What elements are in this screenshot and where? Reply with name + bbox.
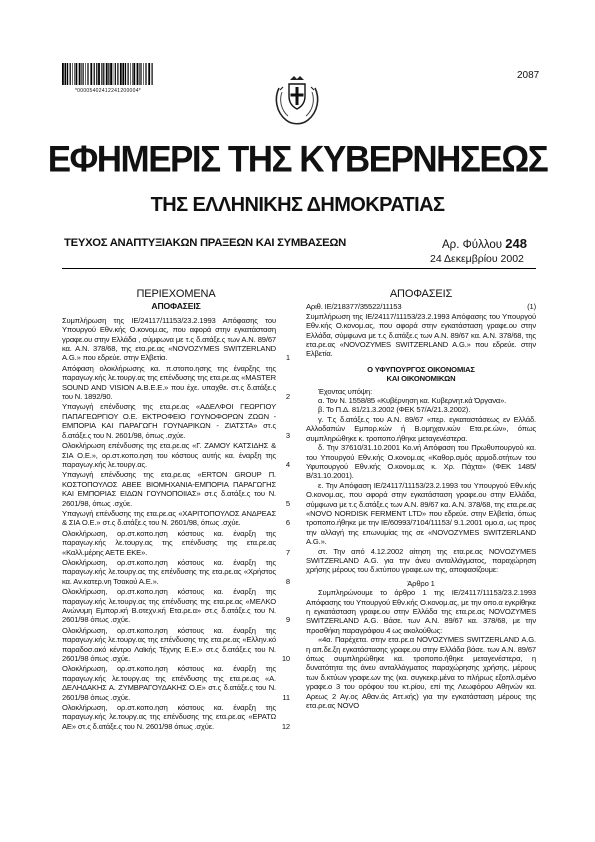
contents-entry [62, 402, 290, 440]
contents-entry [62, 364, 290, 402]
contents-entry-text: Ολοκλήρωση, ορ.στ.κοπο.ηση κόστους κα. έναρξη της παραγωγ.κής λε.τουργ.ας της επένδυσης της ετα.ρε.ας «Α. ΔΕΛΗΔΑΚΗΣ Α. ΖΥΜΒΡΑΓΟΥΔΑΚΗΣ Ο.Ε» στ.ς δ.ατάξε.ς του Ν. 2601/98 όπως .σχύε. [62, 664, 276, 702]
contents-list [62, 316, 290, 731]
contents-entry-text: Ολοκλήρωση, ορ.στ.κοπο.ηση κόστους κα. έναρξη της παραγωγ.κής λε.τουργ.ας της επένδυσης της ετα.ρε.ας «Καλλ.μέρης ΑΕΤΕ ΕΚΕ». [62, 528, 276, 557]
contents-entry [62, 664, 290, 702]
contents-entry-page: 6 [285, 518, 290, 528]
reference-number: Αριθ. ΙΕ/218377/35522/11153 [306, 302, 402, 312]
contents-entry [62, 441, 290, 469]
contents-entry-text: Συμπλήρωση της ΙΕ/24117/11153/23.2.1993 Απόφασης του Υπουργού Εθν.κής Ο.κονομ.ας, που αφορά στην εγκατάσταση γραφε.ου στην Ελλάδα , σύμφωνα με τ.ς δ.ατάξε.ς των Α.Ν. 89/67 κα. Α.Ν. 378/68, της ετα.ρε.ας «NOVOZYMES SWITZERLAND A.G.» που εδρεύε. στην Ελβετία. [62, 315, 276, 363]
contents-column [62, 290, 290, 732]
ministry-title-line-2: ΚΑΙ ΟΙΚΟΝΟΜΙΚΩΝ [386, 374, 456, 384]
contents-entry-text: Ολοκλήρωση επένδυσης της ετα.ρε.ας «Γ. ΖΑΜΟΥ ΚΑΤΣΙΔΗΣ & ΣΙΑ Ο.Ε.», ορ.στ.κοπο.ηση του κόστους αυτής κα. έναρξη της παραγωγ.κής λε.τουργ.ας. [62, 441, 276, 469]
contents-entry-text: Απόφαση ολοκλήρωσης κα. π.στοπο.ησης της έναρξης της παραγωγ.κής λε.τουργ.ας της επένδυσης της ετα.ρε.ας «MASTER SOUND AND VISION A.B.E.E.» που έχε. υπαχθε. στ.ς δ.ατάξε.ς του Ν. 1892/90. [62, 363, 276, 402]
contents-heading: ΠΕΡΙΕΧΟΜΕΝΑ [136, 288, 216, 300]
header-divider [62, 268, 536, 269]
ministry-title-line-1: Ο ΥΦΥΠΟΥΡΓΟΣ ΟΙΚΟΝΟΜΙΑΣ [367, 364, 475, 374]
decision-summary: Συμπλήρωση της ΙΕ/24117/11153/23.2.1993 Απόφασης του Υπουργού Εθν.κής Ο.κονομ.ας, που αφορά στην εγκατάσταση γραφε.ου στην Ελλάδα, σύμφωνα με τ.ς δ.ατάξε.ς των Α.Ν. 89/67 κα. Α.Ν. 378/68, της ετα.ρε.ας «NOVOZYMES SWITZERLAND A.G.» που εδρεύε. στην Ελβετία. [306, 311, 536, 359]
contents-entry-page: 2 [285, 392, 290, 402]
contents-entry-text: Ολοκλήρωση, ορ.στ.κοπο.ηση κόστους κα. έναρξη της παραγωγ.κής λε.τουργ.ας της επένδυσης της ετα.ρε.ας «ΕΡΑΤΩ ΑΕ» στ.ς δ.ατάξε.ς του Ν. 2601/98 όπως .σχύε. [62, 703, 276, 731]
contents-entry [62, 626, 290, 664]
contents-entry-text: Υπαγωγή επένδυσης της ετα.ρε.ας «ΑΔΕΛΦΟΙ ΓΕΩΡΓΙΟΥ ΠΑΠΑΓΕΩΡΓΙΟΥ Ο.Ε. ΕΚΤΡΟΦΕΙΟ ΓΟΥΝΟΦΟΡΩΝ ΖΩΩΝ - ΕΜΠΟΡΙΑ ΚΑΙ ΠΑΡΑΓΩΓΗ ΓΟΥΝΑΡΙΚΩΝ - ΖΙΑΤΣΤΑ» στ.ς δ.ατάξε.ς του Ν. 2601/98, όπως .σχύε. [62, 402, 276, 440]
contents-entry-page: 1 [285, 353, 290, 363]
contents-entry [62, 316, 290, 363]
contents-entry-page: 12 [281, 721, 290, 731]
decisions-heading: ΑΠΟΦΑΣΕΙΣ [389, 288, 453, 300]
contents-entry-page: 7 [285, 547, 290, 557]
contents-entry-text: Ολοκλήρωση, ορ.στ.κοπο.ηση κόστους κα. έναρξη της παραγωγ.κής λε.τουργ.ας της επένδυσης της ετα.ρε.ας «Ελλην.κό παραδοσ.ακό κέντρο Λαϊκής Τέχνης Ε.Ε.» στ.ς δ.ατάξε.ς του Ν. 2601/98 όπως .σχύε. [62, 625, 276, 664]
contents-entry-page: 3 [285, 430, 290, 440]
contents-entry-page: 8 [285, 576, 290, 586]
contents-entry-text: Ολοκλήρωση, ορ.στ.κοπο.ηση κόστους κα. έναρξη της παραγωγ.κής λε.τουργ.ας της επένδυσης της ετα.ρε.ας «ΜΕΛΚΟ Ανώνυμη Εμπορ.κή Β.οτεχν.κή Ετα.ρε.α» στ.ς δ.ατάξε.ς του Ν. 2601/98 όπως .σχύε. [62, 587, 276, 625]
contents-entry-text: Ολοκλήρωση, ορ.στ.κοπο.ηση κόστους κα. έναρξη της παραγωγ.κής λε.τουργ.ας της επένδυσης της ετα.ρε.ας «Χρήστος κα. Αν.κατερ.νη Τσακού Α.Ε.». [62, 557, 276, 586]
barcode-number: *00005402412241200004* [74, 88, 142, 94]
contents-entry-page: 10 [281, 654, 290, 664]
page-number: 2087 [517, 70, 540, 81]
contents-entry [62, 587, 290, 625]
contents-entry [62, 703, 290, 731]
sheet-value: 248 [505, 236, 527, 251]
contents-entry-text: Υπαγωγή επένδυσης της ετα.ρε.ας «ΧΑΡΙΤΟΠΟΥΛΟΣ ΑΝΔΡΕΑΣ & ΣΙΑ Ο.Ε.» στ.ς δ.ατάξε.ς του Ν. 2601/98, όπως .σχύε. [62, 508, 276, 528]
sheet-label: Αρ. Φύλλου [442, 239, 503, 251]
reference-index: (1) [527, 302, 536, 312]
contents-entry-page: 5 [285, 498, 290, 508]
consideration-item: α. Τον Ν. 1558/85 «Κυβέρνηση κα. Κυβερνητ.κά Όργανα». [318, 396, 507, 406]
having-regard: Έχοντας υπόψη: [318, 386, 373, 396]
decisions-subheading: ΑΠΟΦΑΣΕΙΣ [151, 301, 201, 312]
decision-reference [306, 302, 536, 311]
issue-date: 24 Δεκεμβρίου 2002 [430, 253, 524, 265]
contents-entry-page: 9 [285, 615, 290, 625]
article-text: Συμπληρώνουμε το άρθρο 1 της ΙΕ/24117/11153/23.2.1993 Απόφασης του Υπουργού Εθν.κής Ο.κονομ.ας, με την οπο.α εγκρίθηκε η εγκατάσταση γραφε.ου στην Ελλάδα της ετα.ρε.ας NOVOZYMES SWITZERLAND A.G. Βάσε. των Α.Ν. 89/67 κα. 378/68, με την προσθήκη παραγράφου 4 ως ακολούθως: [306, 588, 536, 635]
consideration-item: β. Το Π.Δ. 81/21.3.2002 (ΦΕΚ 57/Α/21.3.2002). [318, 405, 471, 415]
greek-coat-of-arms-emblem [270, 70, 324, 126]
consideration-item: στ. Την από 4.12.2002 αίτηση της ετα.ρε.ας NOVOZYMES SWITZERLAND A.G. για την άνευ ανταλλάγματος, παραχώρηση χρήσης μέρους του δ.κτύπου γραφε.ων της, αποφασίζουμε: [306, 546, 536, 575]
contents-entry [62, 470, 290, 508]
sheet-number [442, 236, 527, 251]
issue-type: ΤΕΥΧΟΣ ΑΝΑΠΤΥΞΙΑΚΩΝ ΠΡΑΞΕΩΝ ΚΑΙ ΣΥΜΒΑΣΕΩΝ [64, 237, 346, 249]
consideration-item: ε. Την Απόφαση ΙΕ/24117/11153/23.2.1993 του Υπουργού Εθν.κής Ο.κονομ.ας, που αφορά στην εγκατάσταση γραφε.ου στην Ελλάδα, σύμφωνα με τ.ς δ.ατάξε.ς των Α.Ν. 89/67 κα. Α.Ν. 378/68, της ετα.ρε.ας «NOVO NORDISK FERMENT LTD» που εδρεύε. στην Ελβετία, όπως τροποπο.ήθηκε με την ΙΕ/60993/7104/11153/ 9.1.2001 ομο.α, ως προς την αλλαγή της επωνυμίας της σε «NOVOZYMES SWITZERLAND A.G.». [306, 480, 536, 547]
contents-entry-page: 11 [282, 692, 290, 702]
contents-entry [62, 509, 290, 528]
barcode [62, 63, 154, 85]
article-clause: «4α. Παρέχετα. στην ετα.ρε.α NOVOZYMES SWITZERLAND A.G. η απ.δε.ξη εγκατάστασης γραφε.ου στην Ελλάδα βάσε. των Α.Ν. 89/67 όπως συμπληρώθηκε κα. τροποπο.ήθηκε μεταγενέστερα, η δυνατότητα της άνευ ανταλλάγματος παραχώρησης χρήσης, μέρους των δ.κτύων γραφε.ων της (κα. συγκεκρ.μένα το πλήρως εξοπλ.σμένο γραφε.ο 3 του ορόφου του κτ.ρίου, επί της Λεωφόρου Αθηνών κα. Αρεως 2 Αγ.ος Αθαν.άς Αττ.κής) για την εγκατάσταση μέρους της ετα.ρε.ας NOVO [306, 635, 536, 711]
contents-entry-text: Υπαγωγή επένδυσης της ετα.ρε.ας «ERTON GROUP Π. ΚΟΣΤΟΠΟΥΛΟΣ ΑΒΕΕ ΒΙΟΜΗΧΑΝΙΑ-ΕΜΠΟΡΙΑ ΠΑΡΑΓΩΓΗΣ ΚΑΙ ΕΜΠΟΡΙΑΣ ΕΙΔΩΝ ΓΟΥΝΟΠΟΙΙΑΣ» στ.ς δ.ατάξε.ς του Ν. 2601/98, όπως .σχύε. [62, 470, 276, 508]
consideration-item: γ. Τ.ς δ.ατάξε.ς του Α.Ν. 89/67 «περ. εγκαταστάσεως εν Ελλάδ. Αλλοδαπών Εμπορ.κών ή Β.ομηχαν.κών Ετα.ρε.ών», όπως συμπληρώθηκε κ. τροποπο.ήθηκε μεταγενέστερα. [306, 414, 536, 443]
consideration-item: δ. Την 37610/31.10.2001 Κο.νή Απόφαση του Πρωθυπουργού κα. του Υπουργού Εθν.κής Ο.κονομ.ας «Καθορ.σμός αρμοδ.οτήτων του Υφυπουργού Εθν.κής Ο.κονομ.ας κ. Χρ. Πάχτα» (ΦΕΚ 1485/Β/31.10.2001). [306, 443, 536, 481]
article-heading: Άρθρο 1 [407, 578, 435, 588]
considerations-list [306, 396, 536, 575]
gazette-subtitle: ΤΗΣ ΕΛΛΗΝΙΚΗΣ ΔΗΜΟΚΡΑΤΙΑΣ [150, 194, 445, 216]
contents-entry [62, 558, 290, 586]
gazette-masthead: ΕΦΗΜΕΡΙΣ ΤΗΣ ΚΥΒΕΡΝΗΣΕΩΣ [47, 139, 548, 180]
decision-column [306, 290, 536, 710]
contents-entry-page: 4 [285, 459, 290, 469]
contents-entry [62, 529, 290, 557]
